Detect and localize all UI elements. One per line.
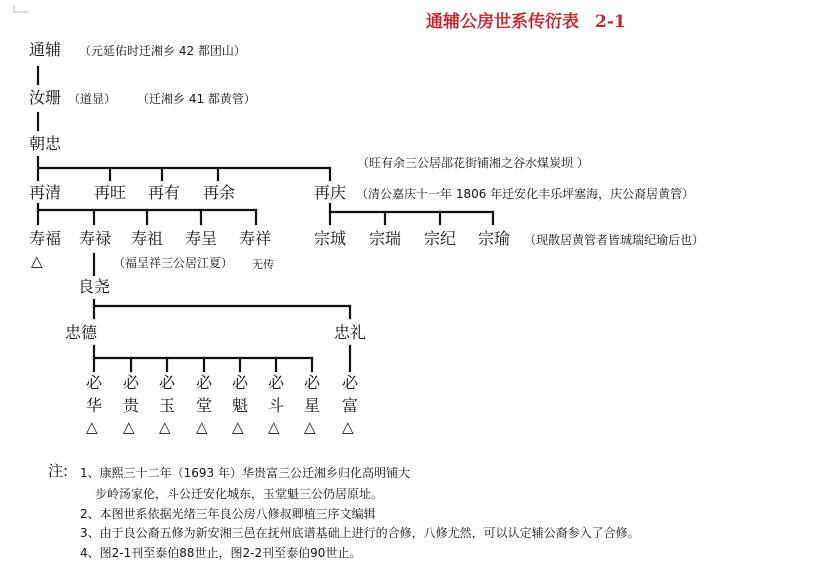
person-shouzu: 寿祖 <box>131 229 164 248</box>
footnote-4: 4、图2-1刊至泰伯88世止，图2-2刊至泰伯90世止。 <box>80 546 362 560</box>
title-text: 通辅公房世系传衍表 <box>426 12 579 32</box>
person-zongcheng: 宗珹 <box>314 229 347 248</box>
note-gen5-right: （现散居黄管者皆珹瑞纪瑜后也） <box>524 233 705 247</box>
gen8-char-top-3: 必 <box>159 373 176 392</box>
gen8-mark-2: △ <box>123 418 135 436</box>
mark-shoufu: △ <box>31 252 43 270</box>
note-tongfu: （元延佑时迁湘乡 42 都团山） <box>79 44 246 58</box>
gen8-char-bottom-8: 富 <box>342 396 359 415</box>
gen8-char-bottom-5: 魁 <box>232 396 249 415</box>
gen8-char-top-2: 必 <box>123 373 140 392</box>
gen8-char-bottom-4: 堂 <box>196 396 213 415</box>
person-zongji: 宗纪 <box>424 229 457 248</box>
gen8-char-top-8: 必 <box>342 373 359 392</box>
person-zhongli: 忠礼 <box>334 323 367 342</box>
person-shoulu: 寿禄 <box>79 229 112 248</box>
note-gen5-left: （福呈祥三公居江夏） <box>113 256 234 270</box>
gen8-char-top-7: 必 <box>304 373 321 392</box>
person-zaiwang: 再旺 <box>94 183 127 202</box>
gen8-char-top-5: 必 <box>232 373 249 392</box>
title-code: 2-1 <box>595 12 626 32</box>
note-gen4-above: （旺有余三公居邵花街铺湘之谷水煤炭坝 ） <box>357 156 589 170</box>
footnote-1b: 步岭汤家伦，斗公迁安化城东，玉堂魁三公仍居原址。 <box>95 487 384 501</box>
gen8-mark-1: △ <box>86 418 98 436</box>
gen8-char-bottom-2: 贵 <box>123 396 140 415</box>
footnote-1a: 1、康熙三十二年（1693 年）华贵富三公迁湘乡归化高明铺大 <box>80 466 410 480</box>
person-zaiyu: 再余 <box>203 183 236 202</box>
person-rushan: 汝珊 <box>29 88 62 107</box>
note-zaiqing-2: （清公嘉庆十一年 1806 年迁安化丰乐坪塞海，庆公裔居黄管） <box>356 187 695 201</box>
gen8-char-top-4: 必 <box>196 373 213 392</box>
gen8-mark-6: △ <box>268 418 280 436</box>
person-shoufu: 寿福 <box>29 229 62 248</box>
person-zaiqing: 再清 <box>29 183 62 202</box>
person-liangyao: 良尧 <box>78 277 111 296</box>
gen8-mark-7: △ <box>304 418 316 436</box>
gen8-mark-3: △ <box>159 418 171 436</box>
footnote-label: 注: <box>48 462 69 480</box>
person-zongyu: 宗瑜 <box>478 229 511 248</box>
person-zaiyou: 再有 <box>148 183 181 202</box>
footnote-3: 3、由于良公裔五修为新安湘三邑在抚州底谱基础上进行的合修，八修尤然，可以认定辅公裔参入了合修。 <box>80 526 640 540</box>
gen8-mark-4: △ <box>196 418 208 436</box>
person-zongrui: 宗瑞 <box>369 229 402 248</box>
person-chaozhong: 朝忠 <box>29 134 62 153</box>
note-shouxiang: 无传 <box>252 258 274 271</box>
gen8-char-top-6: 必 <box>268 373 285 392</box>
person-tongfu: 通辅 <box>29 40 62 59</box>
alias-rushan: （道显） <box>68 92 117 106</box>
gen8-char-bottom-3: 玉 <box>159 396 176 415</box>
note-rushan: （迁湘乡 41 都黄管） <box>137 92 256 106</box>
gen8-mark-5: △ <box>232 418 244 436</box>
person-zhongde: 忠德 <box>65 323 98 342</box>
footnote-2: 2、本图世系依据光绪三年良公房八修叔卿植三序文编辑 <box>80 507 376 521</box>
gen8-mark-8: △ <box>342 418 354 436</box>
person-shoucheng: 寿呈 <box>185 229 218 248</box>
corner-mark <box>14 5 28 12</box>
gen8-char-bottom-6: 斗 <box>268 396 285 415</box>
person-zaiqing-2: 再庆 <box>314 183 347 202</box>
gen8-char-bottom-1: 华 <box>86 396 103 415</box>
gen8-char-top-1: 必 <box>86 373 103 392</box>
page-title <box>426 14 626 31</box>
person-shouxiang: 寿祥 <box>239 229 272 248</box>
gen8-char-bottom-7: 星 <box>304 396 321 415</box>
